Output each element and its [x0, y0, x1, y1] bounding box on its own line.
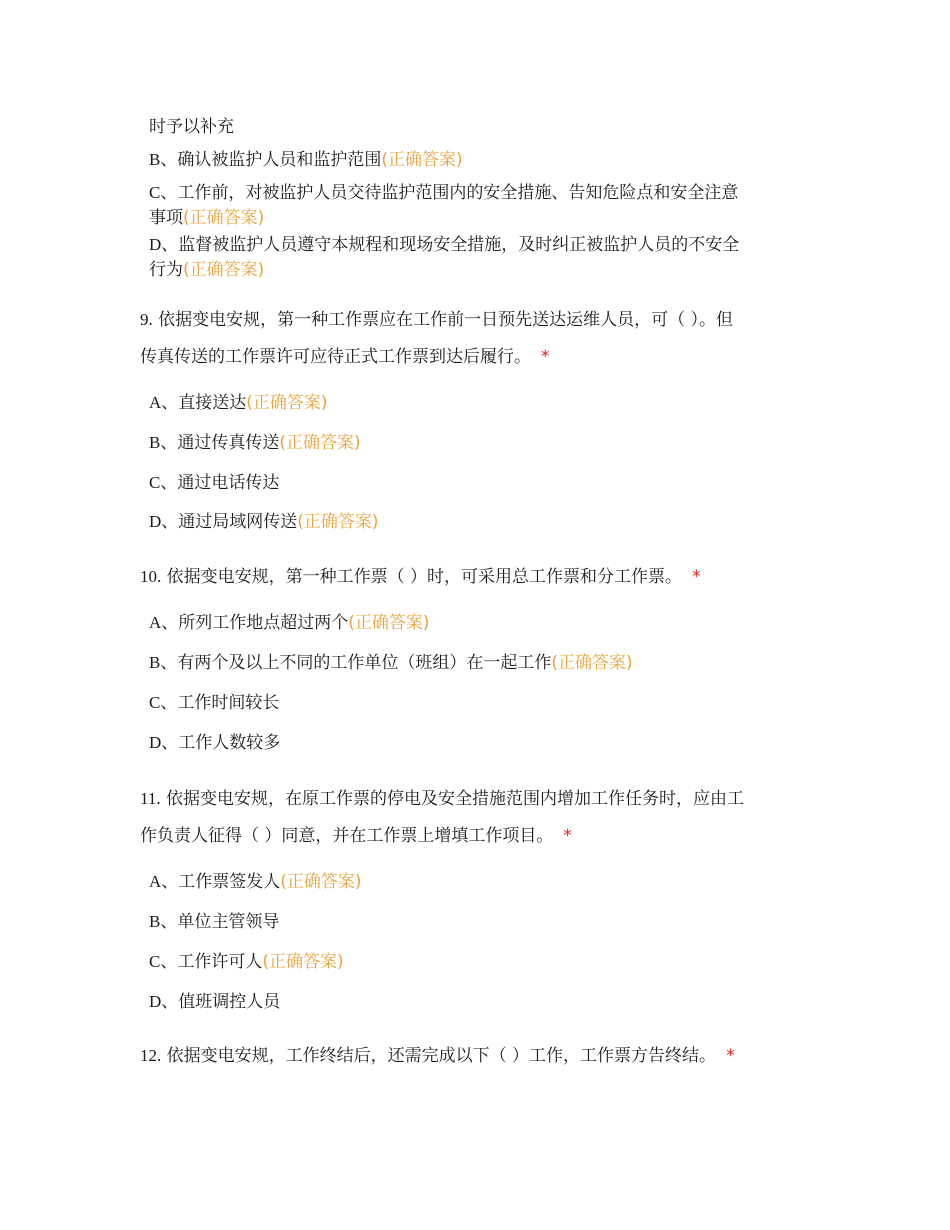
option-text: 所列工作地点超过两个	[178, 613, 349, 633]
q9-option-b	[149, 432, 361, 454]
option-letter: A、	[149, 393, 179, 412]
correct-answer-tag: (正确答案)	[280, 872, 362, 892]
option-letter: D、	[149, 512, 179, 531]
question-text: 依据变电安规，工作终结后，还需完成以下（ ）工作，工作票方告终结。	[166, 1046, 717, 1066]
correct-answer-tag: (正确答案)	[381, 150, 463, 170]
option-letter: A、	[149, 872, 179, 891]
option-text: 直接送达	[178, 393, 247, 413]
q9-option-c	[149, 472, 279, 494]
question-text: 依据变电安规，在原工作票的停电及安全措施范围内增加工作任务时，应由工	[166, 789, 745, 809]
correct-answer-tag: (正确答案)	[297, 512, 379, 532]
q9-option-a	[149, 392, 328, 414]
required-asterisk: *	[726, 1046, 735, 1066]
option-text: 监督被监护人员遵守本规程和现场安全措施，及时纠正被监护人员的不安全	[178, 235, 740, 255]
q9-stem-line1	[140, 309, 733, 331]
option-letter: C、	[149, 183, 178, 202]
option-text: 通过局域网传送	[178, 512, 298, 532]
option-text: 工作许可人	[177, 952, 263, 972]
q11-option-d	[149, 991, 280, 1013]
option-letter: B、	[149, 912, 178, 931]
q11-option-c	[149, 951, 344, 973]
option-letter: C、	[149, 952, 178, 971]
option-letter: B、	[149, 653, 178, 672]
required-asterisk: *	[692, 567, 701, 587]
question-number: 9.	[140, 310, 153, 329]
option-text: 值班调控人员	[178, 992, 281, 1012]
correct-answer-tag: (正确答案)	[183, 208, 265, 228]
q10-option-d	[149, 732, 280, 754]
option-text: 确认被监护人员和监护范围	[177, 150, 382, 170]
option-letter: B、	[149, 433, 178, 452]
option-letter: A、	[149, 613, 179, 632]
q8-option-d	[149, 234, 739, 256]
question-number: 12.	[140, 1046, 162, 1065]
q12-stem-line1	[140, 1045, 735, 1067]
option-letter: D、	[149, 992, 179, 1011]
correct-answer-tag: (正确答案)	[246, 393, 328, 413]
option-text: 时予以补充	[149, 117, 234, 137]
correct-answer-tag: (正确答案)	[262, 952, 344, 972]
q8-option-a-continuation	[149, 116, 234, 138]
option-letter: D、	[149, 733, 179, 752]
option-text: 事项	[149, 208, 183, 228]
correct-answer-tag: (正确答案)	[551, 653, 633, 673]
q11-stem-line2	[140, 825, 572, 847]
question-text: 依据变电安规，第一种工作票（ ）时，可采用总工作票和分工作票。	[166, 567, 683, 587]
correct-answer-tag: (正确答案)	[183, 260, 265, 280]
q8-option-b	[149, 149, 463, 171]
q10-stem-line1	[140, 566, 701, 588]
correct-answer-tag: (正确答案)	[279, 433, 361, 453]
q8-option-d-continuation	[149, 259, 264, 281]
correct-answer-tag: (正确答案)	[348, 613, 430, 633]
option-text: 通过传真传送	[177, 433, 280, 453]
option-text: 单位主管领导	[177, 912, 280, 932]
option-text: 有两个及以上不同的工作单位（班组）在一起工作	[177, 653, 552, 673]
option-text: 行为	[149, 260, 183, 280]
option-letter: C、	[149, 473, 178, 492]
q8-option-c-continuation	[149, 207, 264, 229]
q11-stem-line1	[140, 788, 744, 810]
question-number: 11.	[140, 789, 161, 808]
question-text: 作负责人征得（ ）同意，并在工作票上增填工作项目。	[140, 826, 554, 846]
q9-option-d	[149, 511, 379, 533]
option-text: 工作前，对被监护人员交待监护范围内的安全措施、告知危险点和安全注意	[177, 183, 739, 203]
option-text: 工作时间较长	[177, 693, 280, 713]
option-letter: D、	[149, 235, 179, 254]
option-text: 工作票签发人	[178, 872, 281, 892]
question-number: 10.	[140, 567, 162, 586]
q10-option-b	[149, 652, 633, 674]
option-text: 工作人数较多	[178, 733, 281, 753]
q11-option-a	[149, 871, 362, 893]
q11-option-b	[149, 911, 279, 933]
q10-option-a	[149, 612, 430, 634]
q9-stem-line2	[140, 346, 550, 368]
q8-option-c	[149, 182, 738, 204]
question-text: 依据变电安规，第一种工作票应在工作前一日预先送达运维人员，可（ ）。但	[158, 310, 734, 330]
option-letter: B、	[149, 150, 178, 169]
required-asterisk: *	[541, 347, 550, 367]
q10-option-c	[149, 692, 279, 714]
option-letter: C、	[149, 693, 178, 712]
option-text: 通过电话传达	[177, 473, 280, 493]
question-text: 传真传送的工作票许可应待正式工作票到达后履行。	[140, 347, 531, 367]
required-asterisk: *	[563, 826, 572, 846]
